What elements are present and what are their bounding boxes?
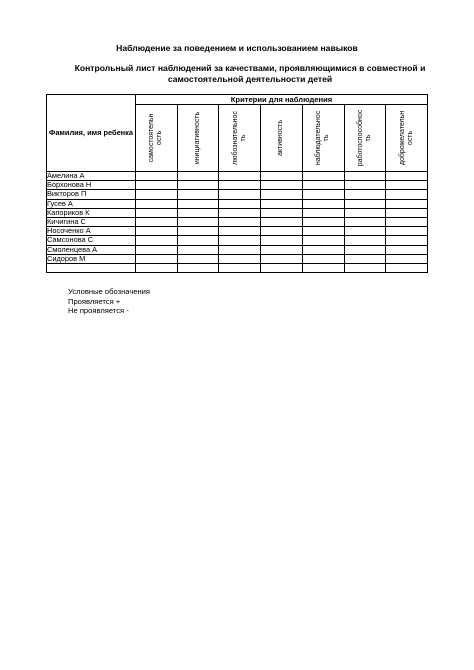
mark-cell: [136, 227, 178, 236]
mark-cell: [344, 254, 386, 263]
criterion-header: [386, 105, 428, 172]
mark-cell: [302, 236, 344, 245]
mark-cell: [219, 208, 261, 217]
mark-cell: [177, 218, 219, 227]
child-name-cell: [47, 264, 136, 273]
observation-table: [46, 94, 428, 273]
table-row: [47, 199, 428, 208]
mark-cell: [177, 199, 219, 208]
mark-cell: [261, 236, 303, 245]
mark-cell: [386, 190, 428, 199]
mark-cell: [386, 181, 428, 190]
criteria-group-header: Критерии для наблюдения: [136, 95, 428, 105]
legend-heading: Условные обозначения: [68, 287, 151, 296]
mark-cell: [261, 218, 303, 227]
mark-cell: [219, 264, 261, 273]
mark-cell: [344, 199, 386, 208]
mark-cell: [261, 181, 303, 190]
legend-not-shown: Не проявляется -: [68, 306, 129, 316]
legend-shown: Проявляется +: [68, 296, 121, 306]
mark-cell: [177, 190, 219, 199]
criterion-label: самостоятельн ость: [148, 113, 164, 163]
mark-cell: [261, 190, 303, 199]
mark-cell: [386, 199, 428, 208]
mark-cell: [386, 172, 428, 181]
mark-cell: [219, 227, 261, 236]
mark-cell: [261, 199, 303, 208]
mark-cell: [302, 254, 344, 263]
table-row-empty: [47, 264, 428, 273]
child-name-cell: Носоченко А: [47, 227, 136, 236]
table-row: [47, 172, 428, 181]
criterion-header: [136, 105, 178, 172]
child-name-cell: Викторов П: [47, 190, 136, 199]
mark-cell: [136, 190, 178, 199]
mark-cell: [219, 236, 261, 245]
criterion-header: [344, 105, 386, 172]
mark-cell: [344, 245, 386, 254]
criterion-header: [261, 105, 303, 172]
mark-cell: [177, 245, 219, 254]
criterion-label: наблюдательнос ть: [315, 110, 331, 166]
mark-cell: [177, 227, 219, 236]
criterion-label: доброжелательн ость: [398, 110, 414, 166]
mark-cell: [344, 181, 386, 190]
mark-cell: [302, 181, 344, 190]
mark-cell: [302, 208, 344, 217]
mark-cell: [344, 264, 386, 273]
mark-cell: [302, 227, 344, 236]
mark-cell: [136, 245, 178, 254]
mark-cell: [344, 190, 386, 199]
mark-cell: [386, 254, 428, 263]
mark-cell: [177, 236, 219, 245]
mark-cell: [261, 227, 303, 236]
criterion-header: [302, 105, 344, 172]
mark-cell: [344, 236, 386, 245]
child-name-cell: Гусев А: [47, 199, 136, 208]
criterion-label: активность: [277, 120, 285, 156]
mark-cell: [219, 199, 261, 208]
mark-cell: [386, 227, 428, 236]
mark-cell: [261, 264, 303, 273]
mark-cell: [219, 254, 261, 263]
child-name-cell: Кичигина С: [47, 218, 136, 227]
mark-cell: [344, 218, 386, 227]
mark-cell: [177, 254, 219, 263]
mark-cell: [219, 245, 261, 254]
mark-cell: [136, 218, 178, 227]
table-row: [47, 208, 428, 217]
mark-cell: [177, 264, 219, 273]
mark-cell: [344, 227, 386, 236]
table-row: [47, 254, 428, 263]
document-subtitle: Контрольный лист наблюдений за качествами, проявляющимися в совместной и самостоятельной деятельности детей: [74, 63, 426, 84]
criterion-label: работоспособнос ть: [356, 109, 372, 167]
mark-cell: [302, 199, 344, 208]
mark-cell: [261, 254, 303, 263]
legend: [68, 287, 150, 316]
mark-cell: [302, 218, 344, 227]
mark-cell: [386, 264, 428, 273]
mark-cell: [177, 181, 219, 190]
mark-cell: [344, 208, 386, 217]
table-row: [47, 190, 428, 199]
mark-cell: [386, 245, 428, 254]
mark-cell: [136, 172, 178, 181]
child-name-cell: Борхонова Н: [47, 181, 136, 190]
mark-cell: [136, 264, 178, 273]
mark-cell: [177, 208, 219, 217]
name-column-header: Фамилия, имя ребенка: [47, 95, 136, 172]
child-name-cell: Самсонова С: [47, 236, 136, 245]
criterion-header: [219, 105, 261, 172]
mark-cell: [386, 208, 428, 217]
mark-cell: [219, 172, 261, 181]
table-row: [47, 218, 428, 227]
table-row: [47, 245, 428, 254]
mark-cell: [136, 254, 178, 263]
mark-cell: [136, 208, 178, 217]
mark-cell: [219, 181, 261, 190]
table-row: [47, 181, 428, 190]
mark-cell: [261, 172, 303, 181]
mark-cell: [302, 190, 344, 199]
document-title: Наблюдение за поведением и использованием навыков: [116, 43, 358, 53]
mark-cell: [302, 172, 344, 181]
mark-cell: [386, 236, 428, 245]
mark-cell: [261, 245, 303, 254]
child-name-cell: Сидоров М: [47, 254, 136, 263]
mark-cell: [386, 218, 428, 227]
criterion-label: любознательнос ть: [231, 111, 247, 165]
criterion-label: инициативность: [194, 111, 202, 165]
mark-cell: [219, 218, 261, 227]
mark-cell: [302, 264, 344, 273]
mark-cell: [136, 181, 178, 190]
mark-cell: [219, 190, 261, 199]
mark-cell: [136, 236, 178, 245]
table-row: [47, 227, 428, 236]
mark-cell: [136, 199, 178, 208]
table-row: [47, 236, 428, 245]
mark-cell: [261, 208, 303, 217]
child-name-cell: Амелина А: [47, 172, 136, 181]
mark-cell: [177, 172, 219, 181]
child-name-cell: Капориков К: [47, 208, 136, 217]
criterion-header: [177, 105, 219, 172]
child-name-cell: Смоленцева А: [47, 245, 136, 254]
mark-cell: [344, 172, 386, 181]
mark-cell: [302, 245, 344, 254]
